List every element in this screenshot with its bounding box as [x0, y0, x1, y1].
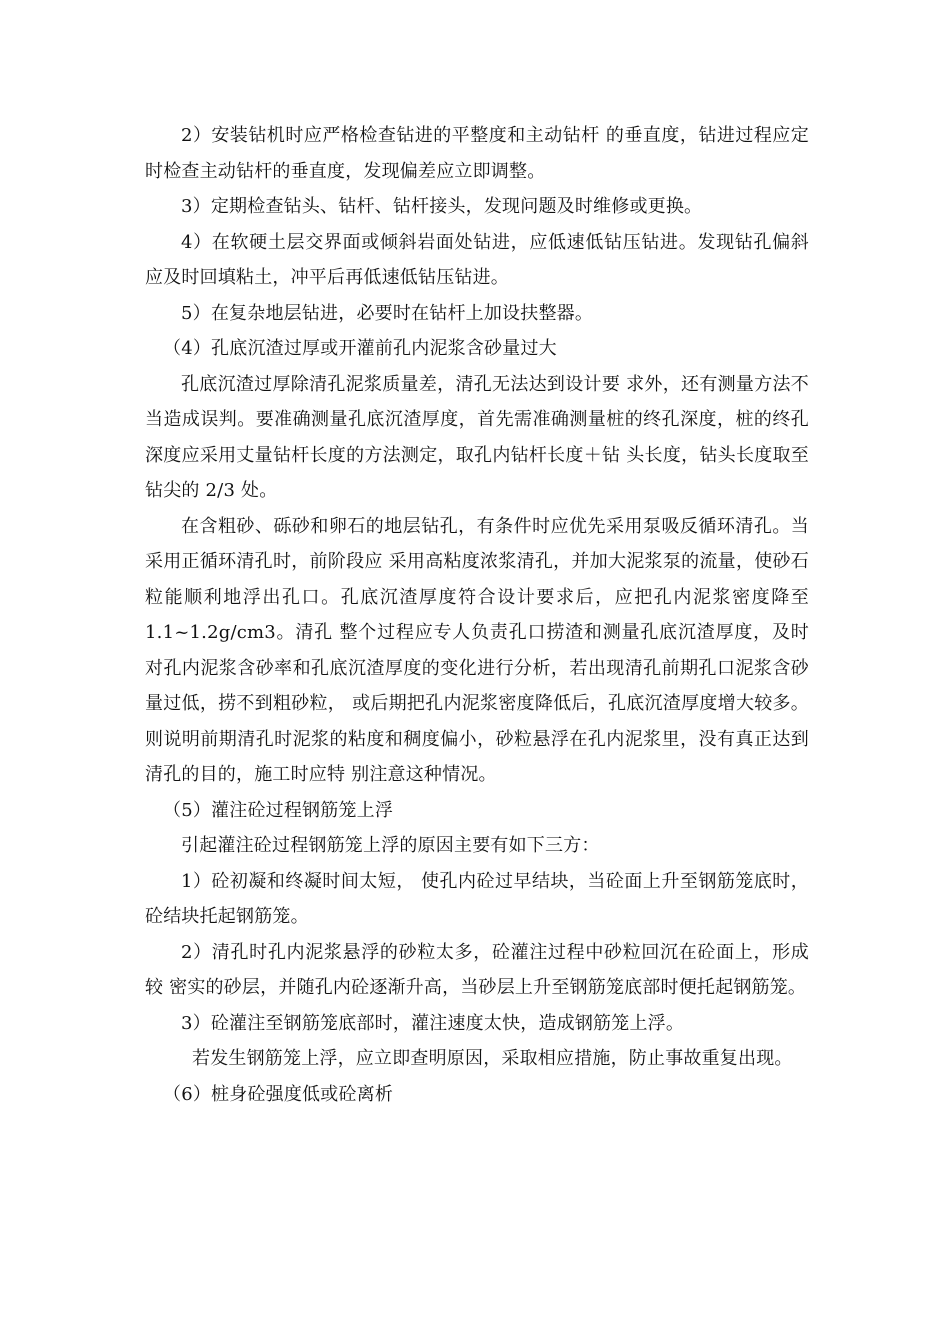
section-heading-6: （6）桩身砼强度低或砼离析	[163, 1083, 394, 1105]
paragraph-item-4: 4）在软硬土层交界面或倾斜岩面处钻进，应低速低钻压钻进。发现钻孔偏斜应及时回填粘土，冲平后再低速低钻压钻进。	[145, 231, 809, 288]
section-heading-4: （4）孔底沉渣过厚或开灌前孔内泥浆含砂量过大	[163, 338, 557, 359]
paragraph-item-1: 1）砼初凝和终凝时间太短， 使孔内砼过早结块，当砼面上升至钢筋笼底时，砼结块托起钢筋笼。	[145, 870, 809, 927]
paragraph-body: 在含粗砂、砾砂和卵石的地层钻孔，有条件时应优先采用泵吸反循环清孔。当采用正循环清孔时，前阶段应 采用高粘度浓浆清孔，并加大泥浆泵的流量，使砂石粒能顺利地浮出孔口。孔底沉渣厚度符合设计要求后，应把孔内泥浆密度降至 1.1~1.2g/cm3。清孔 整个过程应专人负责孔口捞渣和测量孔底沉渣厚度，及时对孔内泥浆含砂率和孔底沉渣厚度的变化进行分析，若出现清孔前期孔口泥浆含砂量过低，捞不到粗砂粒， 或后期把孔内泥浆密度降低后，孔底沉渣厚度增大较多。则说明前期清孔时泥浆的粘度和稠度偏小，砂粒悬浮在孔内泥浆里，没有真正达到清孔的目的，施工时应特 别注意这种情况。	[145, 515, 809, 785]
paragraph-body: 孔底沉渣过厚除清孔泥浆质量差，清孔无法达到设计要 求外，还有测量方法不当造成误判。要准确测量孔底沉渣厚度，首先需准确测量桩的终孔深度，桩的终孔深度应采用丈量钻杆长度的方法测定，取孔内钻杆长度＋钻 头长度，钻头长度取至钻尖的 2/3 处。	[145, 373, 809, 501]
paragraph-body: 引起灌注砼过程钢筋笼上浮的原因主要有如下三方：	[181, 835, 600, 856]
document-body	[145, 118, 809, 1112]
paragraph-item-3: 3）定期检查钻头、钻杆、钻杆接头，发现问题及时维修或更换。	[181, 196, 703, 217]
section-heading-5: （5）灌注砼过程钢筋笼上浮	[163, 799, 394, 821]
paragraph-item-2: 2）清孔时孔内泥浆悬浮的砂粒太多，砼灌注过程中砂粒回沉在砼面上，形成较 密实的砂层，并随孔内砼逐渐升高，当砂层上升至钢筋笼底部时便托起钢筋笼。	[145, 941, 809, 998]
paragraph-item-5: 5）在复杂地层钻进，必要时在钻杆上加设扶整器。	[181, 302, 594, 324]
paragraph-body: 若发生钢筋笼上浮，应立即查明原因，采取相应措施，防止事故重复出现。	[192, 1048, 793, 1069]
paragraph-item-3: 3）砼灌注至钢筋笼底部时，灌注速度太快，造成钢筋笼上浮。	[181, 1012, 685, 1034]
paragraph-item-2: 2）安装钻机时应严格检查钻进的平整度和主动钻杆 的垂直度，钻进过程应定时检查主动钻杆的垂直度，发现偏差应立即调整。	[145, 125, 809, 182]
